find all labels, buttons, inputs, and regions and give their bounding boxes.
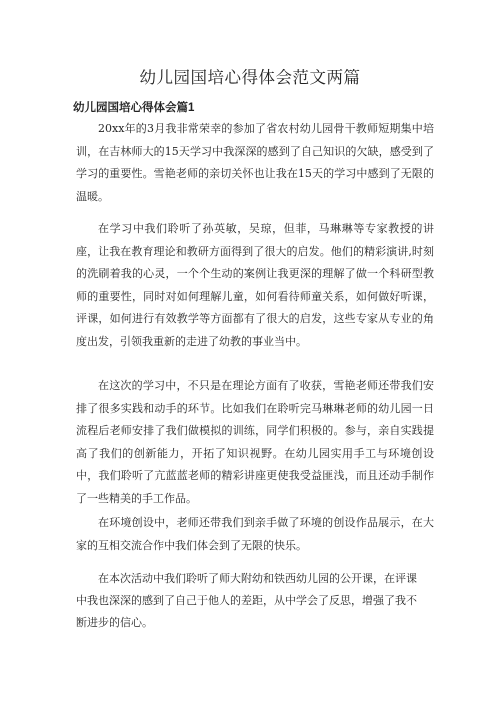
paragraph-5-line-3: 断进步的信心。 xyxy=(76,616,153,629)
paragraph-5-line-1: 在本次活动中我们聆听了师大附幼和铁西幼儿园的公开课，在评课 xyxy=(98,572,417,585)
section-heading: 幼儿园国培心得体会篇1 xyxy=(73,102,195,114)
paragraph-4: 在环境创设中，老师还带我们到亲手做了环境的创设作品展示，在大家的互相交流合作中我们体会到了无限的快乐。 xyxy=(76,516,434,552)
paragraph-2: 在学习中我们聆听了孙英敏，吴琼，但菲，马琳琳等专家教授的讲座，让我在教育理论和教研方面得到了很大的启发。他们的精彩演讲,时刻的洗刷着我的心灵，一个个生动的案例让我更深的理解了做一个科研型教师的重要性，同时对如何理解儿童，如何看待师童关系，如何做好听课，评课，如何进行有效教学等方面都有了很大的启发，这些专家从专业的角度出发，引领我重新的走进了幼教的事业当中。 xyxy=(76,222,434,348)
document-title: 幼儿园国培心得体会范文两篇 xyxy=(139,68,361,87)
paragraph-1: 20xx年的3月我非常荣幸的参加了省农村幼儿园骨干教师短期集中培训，在吉林师大的15天学习中我深深的感到了自己知识的欠缺，感受到了学习的重要性。雪艳老师的亲切关怀也让我在15天的学习中感到了无限的温暖。 xyxy=(76,122,434,203)
paragraph-3: 在这次的学习中，不只是在理论方面有了收获，雪艳老师还带我们安排了很多实践和动手的环节。比如我们在聆听完马琳琳老师的幼儿园一日流程后老师安排了我们做模拟的训练，同学们积极的。参与，亲自实践提高了我们的创新能力，开拓了知识视野。在幼儿园实用手工与环境创设中，我们聆听了亢蓝蓝老师的精彩讲座更使我受益匪浅，而且还动手制作了一些精美的手工作品。 xyxy=(76,379,434,505)
paragraph-5 xyxy=(76,568,434,634)
paragraph-5-line-2: 中我也深深的感到了自己于他人的差距，从中学会了反思，增强了我不 xyxy=(76,594,417,607)
